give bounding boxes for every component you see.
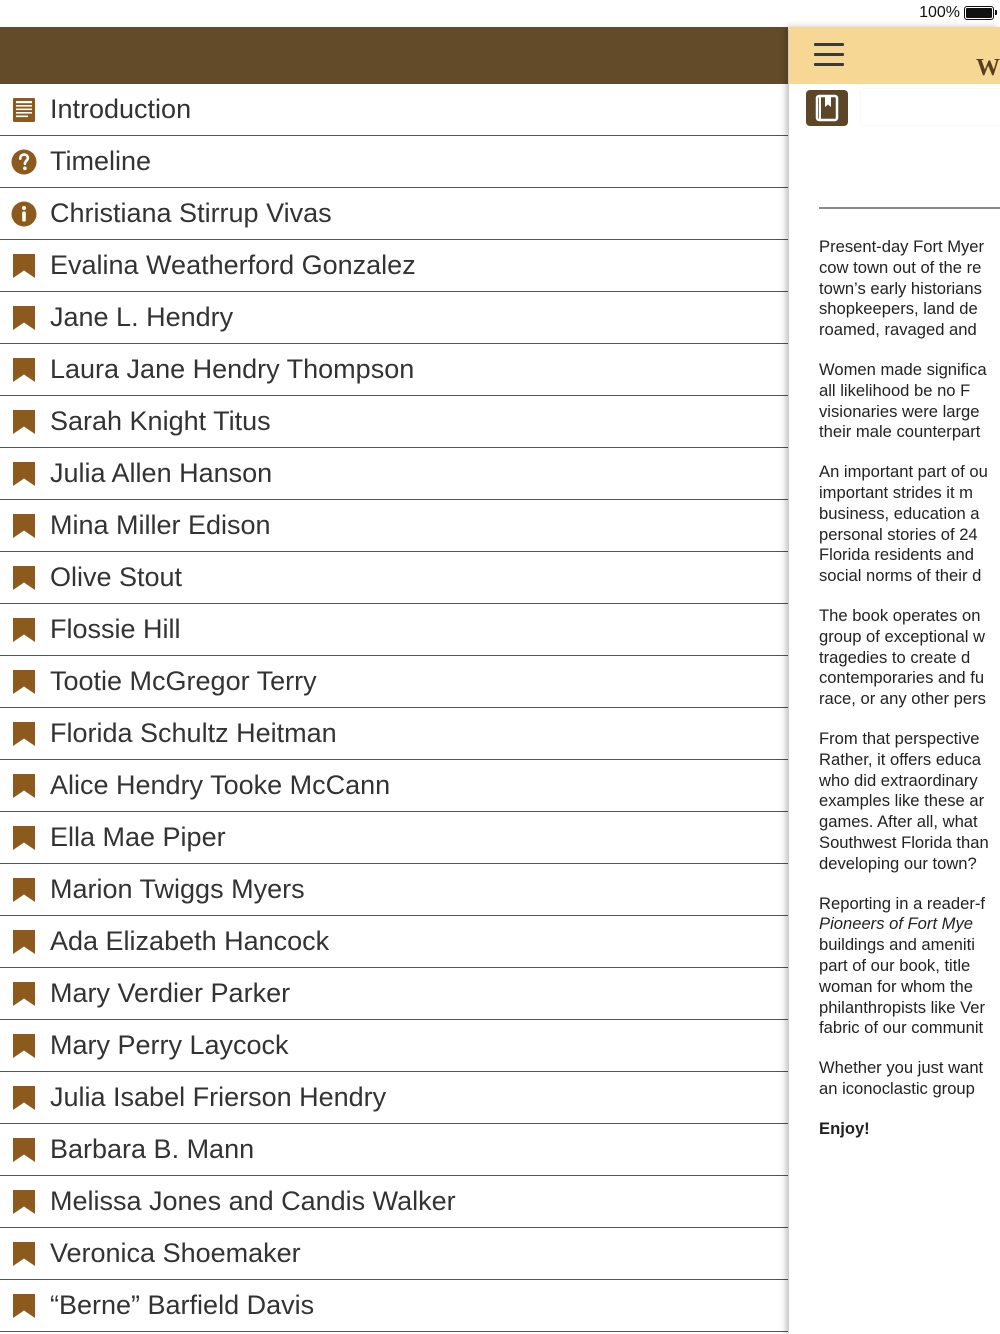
menu-item-label: Tootie McGregor Terry: [50, 666, 317, 696]
article-line: philanthropists like Ver: [819, 997, 986, 1017]
menu-item-label: Ella Mae Piper: [50, 822, 226, 852]
menu-item-label: Laura Jane Hendry Thompson: [50, 354, 415, 384]
article-line: part of our book, title: [819, 955, 971, 975]
article-line: developing our town?: [819, 853, 977, 873]
article-line: An important part of ou: [819, 462, 988, 482]
content-pane: [789, 27, 1000, 1334]
menu-item[interactable]: [0, 864, 788, 916]
article-line: race, or any other pers: [819, 689, 986, 709]
menu-item[interactable]: [0, 708, 788, 760]
article-line: social norms of their d: [819, 566, 982, 586]
menu-item-label: Veronica Shoemaker: [50, 1238, 301, 1268]
article-line: Women made significa: [819, 359, 987, 379]
article-line: tragedies to create d: [819, 647, 971, 667]
menu-item-label: Julia Isabel Frierson Hendry: [50, 1082, 387, 1112]
bookmark-icon: [10, 252, 38, 280]
bookmark-icon: [10, 512, 38, 540]
bookmark-icon: [10, 980, 38, 1008]
menu-item[interactable]: [0, 448, 788, 500]
menu-item[interactable]: [0, 344, 788, 396]
article-line: buildings and ameniti: [819, 935, 975, 955]
article-line: fabric of our communit: [819, 1018, 984, 1038]
bookmark-icon: [10, 1240, 38, 1268]
bookmark-icon: [10, 564, 38, 592]
menu-item-label: Alice Hendry Tooke McCann: [50, 770, 391, 800]
menu-list: [0, 84, 788, 1332]
bookmark-icon: [10, 668, 38, 696]
menu-item[interactable]: [0, 500, 788, 552]
info-icon: [10, 200, 38, 228]
book-bookmark-icon: [806, 90, 848, 126]
menu-item[interactable]: [0, 1072, 788, 1124]
article-line: Florida residents and: [819, 545, 974, 565]
menu-item[interactable]: [0, 240, 788, 292]
menu-item[interactable]: [0, 656, 788, 708]
menu-item[interactable]: [0, 292, 788, 344]
article-line: Reporting in a reader-f: [819, 893, 986, 913]
bookmark-icon: [10, 1292, 38, 1320]
bookmark-icon: [10, 1032, 38, 1060]
article-line: From that perspective: [819, 728, 980, 748]
bookmark-icon: [10, 876, 38, 904]
bookmark-icon: [10, 720, 38, 748]
menu-item[interactable]: [0, 812, 788, 864]
battery-icon: [964, 6, 994, 20]
article-body: [819, 237, 1000, 1158]
menu-item[interactable]: [0, 1228, 788, 1280]
status-right: [919, 4, 994, 22]
article-line: who did extraordinary: [819, 770, 978, 790]
article-line: cow town out of the re: [819, 257, 982, 277]
menu-item-label: Mary Perry Laycock: [50, 1030, 289, 1060]
article-line: Pioneers of Fort Mye: [819, 914, 974, 934]
article-line: woman for whom the: [819, 976, 974, 996]
menu-item-label: Timeline: [50, 146, 152, 176]
article-line: an iconoclastic group: [819, 1078, 975, 1098]
menu-item-label: Flossie Hill: [50, 614, 181, 644]
article-line: all likelihood be no F: [819, 380, 971, 400]
article-line: shopkeepers, land de: [819, 299, 978, 319]
menu-item[interactable]: [0, 916, 788, 968]
menu-item-label: Jane L. Hendry: [50, 302, 234, 332]
menu-item[interactable]: [0, 968, 788, 1020]
article-line: Present-day Fort Myer: [819, 237, 985, 256]
search-field[interactable]: [861, 89, 1000, 125]
article-line: The book operates on: [819, 605, 981, 625]
article-line: their male counterpart: [819, 422, 981, 442]
content-topbar: [789, 27, 1000, 84]
article-line: Rather, it offers educa: [819, 749, 982, 769]
bookmark-icon: [10, 1188, 38, 1216]
menu-item-label: Evalina Weatherford Gonzalez: [50, 250, 416, 280]
bookmark-icon: [10, 304, 38, 332]
bookmark-book-button[interactable]: [806, 90, 848, 126]
menu-item-label: Florida Schultz Heitman: [50, 718, 337, 748]
article-line: group of exceptional w: [819, 626, 986, 646]
menu-item-label: Olive Stout: [50, 562, 183, 592]
menu-item[interactable]: [0, 1176, 788, 1228]
bookmark-icon: [10, 928, 38, 956]
menu-item-label: Mary Verdier Parker: [50, 978, 291, 1008]
article-paragraph: [819, 237, 1000, 341]
article-closing: Enjoy!: [819, 1118, 870, 1138]
bookmark-icon: [10, 824, 38, 852]
menu-item[interactable]: [0, 84, 788, 136]
article-line: Southwest Florida than: [819, 832, 989, 852]
article-line: games. After all, what: [819, 812, 978, 832]
menu-item[interactable]: [0, 1020, 788, 1072]
article-line: contemporaries and fu: [819, 668, 985, 688]
article-paragraph: [819, 360, 1000, 443]
menu-item-label: Barbara B. Mann: [50, 1134, 255, 1164]
article-line: business, education a: [819, 503, 980, 523]
menu-header: [0, 27, 788, 84]
menu-item[interactable]: [0, 760, 788, 812]
menu-item-label: “Berne” Barfield Davis: [50, 1290, 315, 1320]
menu-item[interactable]: [0, 552, 788, 604]
article-line: examples like these ar: [819, 791, 985, 811]
bookmark-icon: [10, 408, 38, 436]
bookmark-icon: [10, 1084, 38, 1112]
hamburger-menu-icon[interactable]: [814, 43, 844, 67]
article-paragraph: [819, 894, 1000, 1040]
question-icon: [10, 148, 38, 176]
app-brand: W: [976, 55, 1000, 81]
bookmark-icon: [10, 772, 38, 800]
article-line: important strides it m: [819, 482, 973, 502]
article-line: Whether you just want: [819, 1058, 984, 1078]
article-paragraph: [819, 606, 1000, 710]
article-line: roamed, ravaged and: [819, 320, 977, 340]
article-line: town’s early historians: [819, 278, 982, 298]
article-line: personal stories of 24: [819, 524, 978, 544]
bookmark-icon: [10, 356, 38, 384]
menu-item-label: Marion Twiggs Myers: [50, 874, 305, 904]
menu-item-label: Melissa Jones and Candis Walker: [50, 1186, 456, 1216]
article-line: visionaries were large: [819, 401, 980, 421]
menu-item-label: Ada Elizabeth Hancock: [50, 926, 330, 956]
menu-item[interactable]: [0, 604, 788, 656]
divider: [819, 207, 1000, 209]
article-paragraph: [819, 729, 1000, 875]
menu-item-label: Christiana Stirrup Vivas: [50, 198, 332, 228]
menu-item[interactable]: [0, 136, 788, 188]
menu-item-label: Introduction: [50, 94, 192, 124]
menu-item[interactable]: [0, 1280, 788, 1332]
bookmark-icon: [10, 460, 38, 488]
bookmark-icon: [10, 1136, 38, 1164]
battery-percent: 100%: [919, 4, 960, 21]
menu-item-label: Sarah Knight Titus: [50, 406, 271, 436]
article-paragraph: [819, 1058, 1000, 1100]
menu-item-label: Mina Miller Edison: [50, 510, 271, 540]
menu-item[interactable]: [0, 396, 788, 448]
article-icon: [10, 96, 38, 124]
menu-item-label: Julia Allen Hanson: [50, 458, 273, 488]
bookmark-icon: [10, 616, 38, 644]
menu-item[interactable]: [0, 1124, 788, 1176]
menu-item[interactable]: [0, 188, 788, 240]
article-paragraph: [819, 462, 1000, 587]
